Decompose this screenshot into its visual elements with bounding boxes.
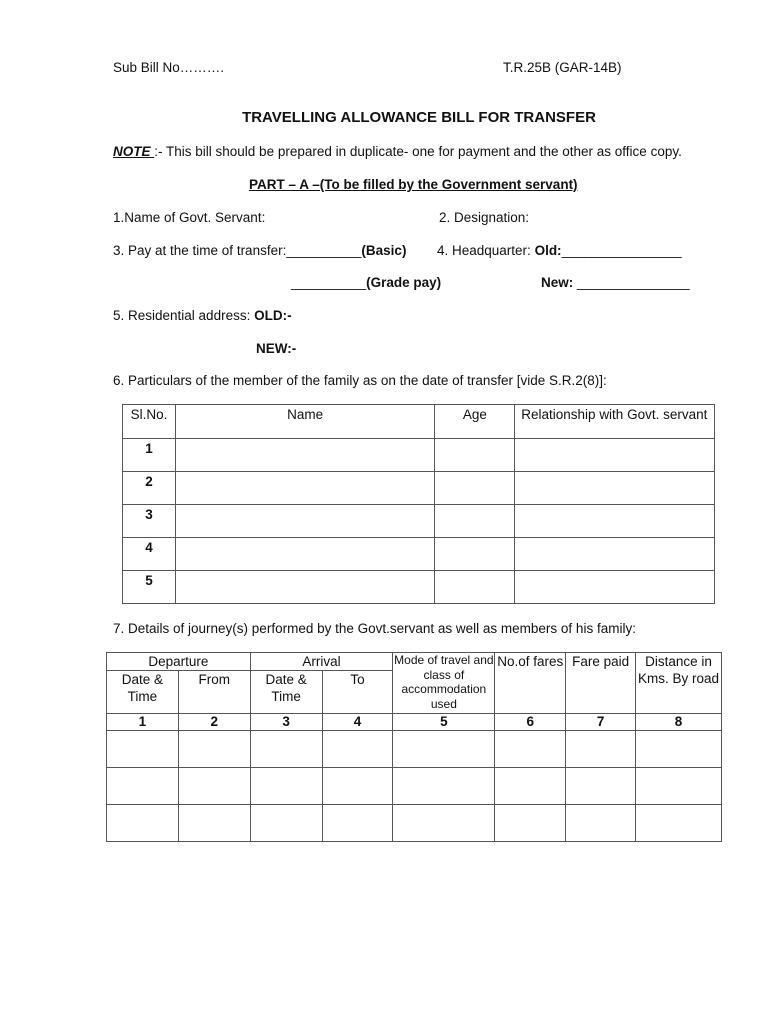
col-name: Name bbox=[175, 405, 434, 439]
journey-cell[interactable] bbox=[178, 731, 250, 768]
journey-cell[interactable] bbox=[322, 731, 393, 768]
column-number: 1 bbox=[107, 714, 179, 731]
journey-cell[interactable] bbox=[566, 805, 636, 842]
column-number: 4 bbox=[322, 714, 393, 731]
column-number: 7 bbox=[566, 714, 636, 731]
page-title: TRAVELLING ALLOWANCE BILL FOR TRANSFER bbox=[242, 109, 596, 126]
name-cell[interactable] bbox=[175, 505, 434, 538]
journey-cell[interactable] bbox=[178, 805, 250, 842]
row-number: 2 bbox=[123, 472, 176, 505]
res-old-label: OLD:- bbox=[254, 308, 292, 323]
journey-cell[interactable] bbox=[322, 805, 393, 842]
hq-old-blank: ________________ bbox=[561, 243, 682, 258]
name-cell[interactable] bbox=[175, 472, 434, 505]
column-number: 5 bbox=[393, 714, 495, 731]
family-header-row bbox=[123, 405, 715, 439]
note-text: :- This bill should be prepared in duplicate- one for payment and the other as office copy. bbox=[154, 144, 682, 159]
arr-date-header: Date & Time bbox=[250, 671, 322, 714]
res-new-label: NEW:- bbox=[256, 341, 297, 356]
journey-cell[interactable] bbox=[178, 768, 250, 805]
journey-cell[interactable] bbox=[322, 768, 393, 805]
journey-cell[interactable] bbox=[107, 731, 179, 768]
hq-new-blank: _______________ bbox=[577, 275, 690, 290]
form-code: T.R.25B (GAR-14B) bbox=[503, 60, 622, 75]
col-age: Age bbox=[435, 405, 515, 439]
arr-to-header: To bbox=[322, 671, 393, 714]
arrival-header: Arrival bbox=[250, 653, 393, 671]
journey-cell[interactable] bbox=[250, 731, 322, 768]
journey-cell[interactable] bbox=[495, 768, 566, 805]
table-row bbox=[107, 768, 722, 805]
family-heading: 6. Particulars of the member of the family as on the date of transfer [vide S.R.2(8)]: bbox=[113, 373, 607, 388]
table-row bbox=[123, 538, 715, 571]
distance-header: Distance in Kms. By road bbox=[636, 653, 722, 714]
residential-label: 5. Residential address: bbox=[113, 308, 255, 323]
table-row bbox=[123, 571, 715, 604]
departure-header: Departure bbox=[107, 653, 251, 671]
journey-cell[interactable] bbox=[250, 805, 322, 842]
col-slno: Sl.No. bbox=[123, 405, 176, 439]
column-number: 2 bbox=[178, 714, 250, 731]
table-row bbox=[123, 505, 715, 538]
name-cell[interactable] bbox=[175, 439, 434, 472]
sub-bill-number: Sub Bill No………. bbox=[113, 60, 225, 75]
row-number: 3 bbox=[123, 505, 176, 538]
fares-header: No.of fares bbox=[495, 653, 566, 714]
hq-old-label: Old: bbox=[534, 243, 562, 258]
headquarter-line bbox=[437, 243, 682, 258]
dep-date-header: Date & Time bbox=[107, 671, 179, 714]
pay-basic: (Basic) bbox=[361, 243, 407, 258]
journey-cell[interactable] bbox=[107, 805, 179, 842]
name-label: 1.Name of Govt. Servant: bbox=[113, 210, 266, 225]
grade-blank: __________ bbox=[291, 275, 367, 290]
table-row bbox=[123, 472, 715, 505]
journey-cell[interactable] bbox=[566, 731, 636, 768]
note-label: NOTE bbox=[113, 144, 155, 159]
journey-cell[interactable] bbox=[636, 768, 722, 805]
journey-cell[interactable] bbox=[566, 768, 636, 805]
designation-label: 2. Designation: bbox=[439, 210, 530, 225]
mode-header: Mode of travel and class of accommodation used bbox=[393, 653, 495, 714]
note-line bbox=[113, 144, 682, 159]
name-cell[interactable] bbox=[175, 538, 434, 571]
grade-pay-line bbox=[291, 275, 441, 290]
col-relationship: Relationship with Govt. servant bbox=[515, 405, 715, 439]
family-table bbox=[122, 404, 715, 604]
pay-line bbox=[113, 243, 406, 258]
dep-from-header: From bbox=[178, 671, 250, 714]
part-a-heading: PART – A –(To be filled by the Government servant) bbox=[249, 177, 578, 192]
age-cell[interactable] bbox=[435, 571, 515, 604]
relationship-cell[interactable] bbox=[515, 505, 715, 538]
age-cell[interactable] bbox=[435, 472, 515, 505]
column-number: 3 bbox=[250, 714, 322, 731]
hq-new-label: New: bbox=[541, 275, 578, 290]
row-number: 1 bbox=[123, 439, 176, 472]
age-cell[interactable] bbox=[435, 439, 515, 472]
journey-cell[interactable] bbox=[393, 805, 495, 842]
table-row bbox=[107, 805, 722, 842]
journey-cell[interactable] bbox=[393, 731, 495, 768]
journey-group-header-row bbox=[107, 653, 722, 671]
age-cell[interactable] bbox=[435, 505, 515, 538]
relationship-cell[interactable] bbox=[515, 571, 715, 604]
table-row bbox=[123, 439, 715, 472]
journey-number-row bbox=[107, 714, 722, 731]
residential-line bbox=[113, 308, 292, 323]
column-number: 6 bbox=[495, 714, 566, 731]
journey-cell[interactable] bbox=[107, 768, 179, 805]
age-cell[interactable] bbox=[435, 538, 515, 571]
column-number: 8 bbox=[636, 714, 722, 731]
headquarter-label: 4. Headquarter: bbox=[437, 243, 535, 258]
journey-cell[interactable] bbox=[250, 768, 322, 805]
journey-cell[interactable] bbox=[495, 731, 566, 768]
grade-pay-label: (Grade pay) bbox=[366, 275, 442, 290]
row-number: 4 bbox=[123, 538, 176, 571]
relationship-cell[interactable] bbox=[515, 439, 715, 472]
name-cell[interactable] bbox=[175, 571, 434, 604]
hq-new-line bbox=[541, 275, 690, 290]
journey-table bbox=[106, 652, 722, 842]
table-row bbox=[107, 731, 722, 768]
journey-cell[interactable] bbox=[636, 731, 722, 768]
journey-cell[interactable] bbox=[636, 805, 722, 842]
row-number: 5 bbox=[123, 571, 176, 604]
journey-cell[interactable] bbox=[495, 805, 566, 842]
pay-label: 3. Pay at the time of transfer:__________ bbox=[113, 243, 362, 258]
relationship-cell[interactable] bbox=[515, 472, 715, 505]
journey-cell[interactable] bbox=[393, 768, 495, 805]
fare-paid-header: Fare paid bbox=[566, 653, 636, 714]
journey-heading: 7. Details of journey(s) performed by the Govt.servant as well as members of his family: bbox=[113, 621, 636, 636]
relationship-cell[interactable] bbox=[515, 538, 715, 571]
